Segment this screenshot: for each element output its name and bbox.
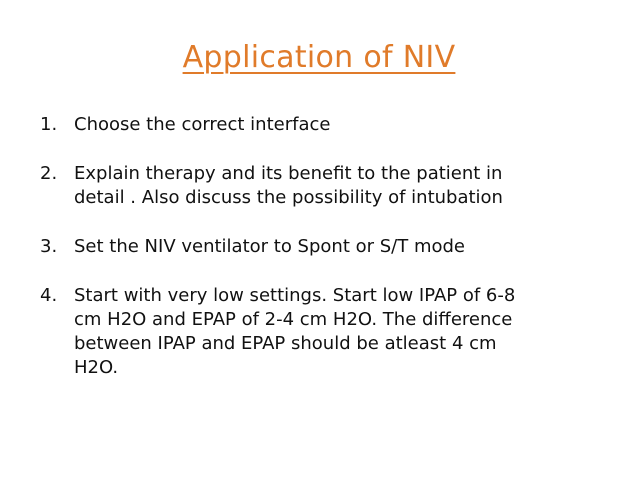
- numbered-list: [40, 113, 600, 405]
- list-item-text: Explain therapy and its benefit to the patient in detail . Also discuss the possibility of intubation: [74, 163, 503, 208]
- list-item-text: Set the NIV ventilator to Spont or S/T mode: [74, 236, 465, 257]
- list-item-number: 4.: [40, 285, 58, 306]
- list-item-4: [40, 284, 600, 380]
- list-item-number: 3.: [40, 236, 58, 257]
- list-item-3: [40, 235, 600, 259]
- list-item-text: Start with very low settings. Start low IPAP of 6-8 cm H2O and EPAP of 2-4 cm H2O. The difference between IPAP and EPAP should be atleast 4 cm H2O.: [74, 285, 516, 378]
- list-item-number: 2.: [40, 163, 58, 184]
- list-item-2: [40, 162, 600, 210]
- slide-title: Application of NIV: [182, 40, 456, 75]
- list-item-number: 1.: [40, 114, 58, 135]
- list-item-text: Choose the correct interface: [74, 114, 331, 135]
- list-item-1: [40, 113, 600, 137]
